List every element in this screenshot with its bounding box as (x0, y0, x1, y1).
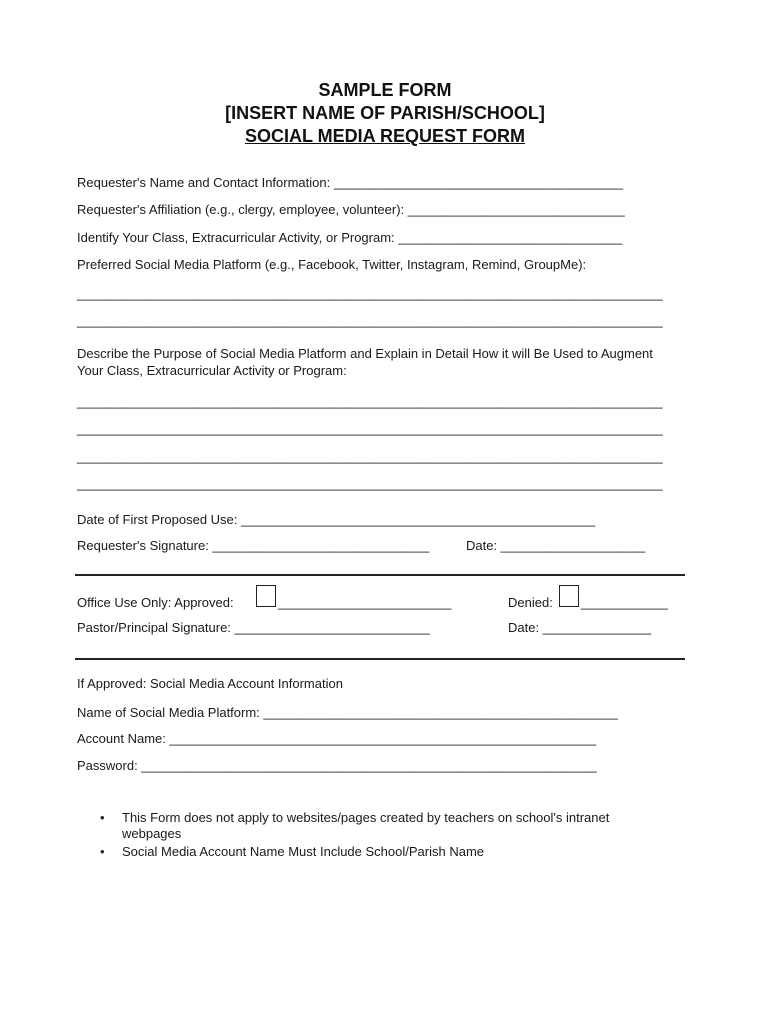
office-section-top-rule (75, 574, 685, 576)
note-text: Social Media Account Name Must Include School/Parish Name (122, 844, 485, 859)
requester-name-field[interactable]: Requester's Name and Contact Information: ________________________________________ (77, 175, 624, 190)
approved-checkbox[interactable] (256, 585, 276, 607)
platform-prompt: Preferred Social Media Platform (e.g., Facebook, Twitter, Instagram, Remind, GroupMe): (77, 257, 587, 272)
form-subtitle: SOCIAL MEDIA REQUEST FORM (244, 126, 525, 146)
bullet-icon: • (100, 810, 105, 825)
account-name-field[interactable]: Account Name: ___________________________________________________________ (77, 731, 597, 746)
note-text: This Form does not apply to websites/pages created by teachers on school's intranet webpages (122, 810, 610, 841)
approved-line[interactable]: ________________________ (278, 595, 452, 610)
platform-blank-line-2[interactable]: _________________________________________________________________________________ (77, 313, 663, 328)
purpose-blank-line-1[interactable]: _________________________________________________________________________________ (77, 394, 663, 409)
password-field[interactable]: Password: _______________________________________________________________ (77, 758, 597, 773)
affiliation-field[interactable]: Requester's Affiliation (e.g., clergy, employee, volunteer): ______________________________ (77, 202, 625, 217)
pastor-signature-field[interactable]: Pastor/Principal Signature: ___________________________ (77, 620, 430, 635)
denied-label: Denied: (508, 595, 553, 610)
purpose-blank-line-4[interactable]: _________________________________________________________________________________ (77, 476, 663, 491)
office-date-field[interactable]: Date: _______________ (508, 620, 652, 635)
account-info-heading: If Approved: Social Media Account Information (77, 676, 343, 691)
denied-checkbox[interactable] (559, 585, 579, 607)
requester-signature-field[interactable]: Requester's Signature: ______________________________ (77, 538, 430, 553)
parish-school-placeholder: [INSERT NAME OF PARISH/SCHOOL] (225, 103, 545, 123)
purpose-prompt-line-1: Describe the Purpose of Social Media Platform and Explain in Detail How it will Be Used to Augment (77, 346, 653, 361)
purpose-blank-line-3[interactable]: _________________________________________________________________________________ (77, 449, 663, 464)
office-section-bottom-rule (75, 658, 685, 660)
requester-date-field[interactable]: Date: ____________________ (466, 538, 646, 553)
platform-blank-line-1[interactable]: _________________________________________________________________________________ (77, 286, 663, 301)
purpose-prompt-line-2: Your Class, Extracurricular Activity or Program: (77, 363, 347, 378)
form-title: SAMPLE FORM (318, 80, 452, 100)
approved-label: Office Use Only: Approved: (77, 595, 234, 610)
denied-line[interactable]: ____________ (581, 595, 668, 610)
list-item (100, 810, 660, 842)
list-item (100, 844, 660, 860)
purpose-blank-line-2[interactable]: _________________________________________________________________________________ (77, 421, 663, 436)
class-program-field[interactable]: Identify Your Class, Extracurricular Activity, or Program: _______________________________ (77, 230, 623, 245)
notes-list (100, 810, 660, 862)
first-use-date-field[interactable]: Date of First Proposed Use: _________________________________________________ (77, 512, 596, 527)
bullet-icon: • (100, 844, 105, 859)
platform-name-field[interactable]: Name of Social Media Platform: _________________________________________________ (77, 705, 618, 720)
